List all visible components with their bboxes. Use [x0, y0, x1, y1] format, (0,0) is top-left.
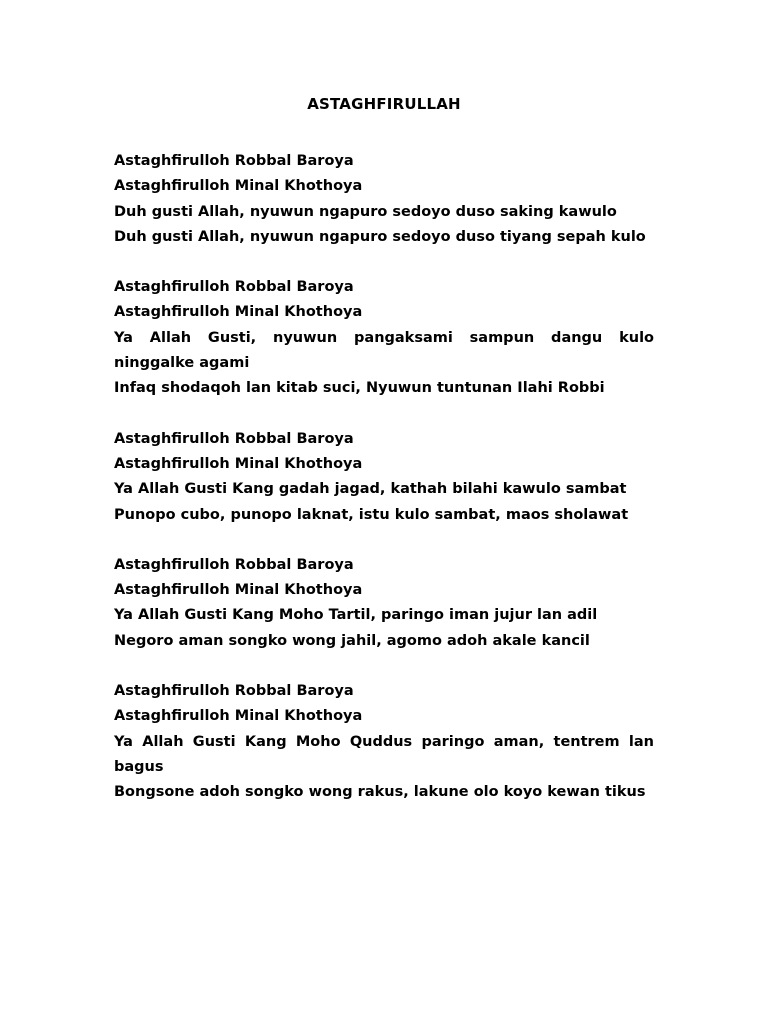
- lyric-line: Duh gusti Allah, nyuwun ngapuro sedoyo duso tiyang sepah kulo: [114, 228, 646, 245]
- lyric-line: Astaghfirulloh Minal Khothoya: [114, 455, 363, 472]
- lyric-line: Punopo cubo, punopo laknat, istu kulo sambat, maos sholawat: [114, 506, 629, 523]
- lyric-line: Ya Allah Gusti Kang gadah jagad, kathah bilahi kawulo sambat: [114, 481, 627, 498]
- document-title: ASTAGHFIRULLAH: [307, 95, 461, 113]
- lyric-line: Astaghfirulloh Robbal Baroya: [114, 683, 354, 700]
- lyric-line: Ya Allah Gusti, nyuwun pangaksami sampun dangu kulo ninggalke agami: [114, 329, 654, 372]
- lyric-line: Infaq shodaqoh lan kitab suci, Nyuwun tuntunan Ilahi Robbi: [114, 380, 605, 397]
- lyric-line: Duh gusti Allah, nyuwun ngapuro sedoyo duso saking kawulo: [114, 203, 617, 220]
- lyric-line: Astaghfirulloh Robbal Baroya: [114, 430, 354, 447]
- lyric-line: Astaghfirulloh Minal Khothoya: [114, 178, 363, 195]
- stanza-5: [114, 679, 654, 805]
- lyric-line: Astaghfirulloh Minal Khothoya: [114, 582, 363, 599]
- stanza-1: [114, 149, 654, 250]
- document-page: [114, 92, 654, 831]
- lyric-line: Astaghfirulloh Minal Khothoya: [114, 708, 363, 725]
- stanza-4: [114, 553, 654, 654]
- lyric-line: Ya Allah Gusti Kang Moho Tartil, paringo iman jujur lan adil: [114, 607, 598, 624]
- lyric-line: Astaghfirulloh Minal Khothoya: [114, 304, 363, 321]
- stanza-3: [114, 427, 654, 528]
- lyric-line: Astaghfirulloh Robbal Baroya: [114, 279, 354, 296]
- lyric-line: Negoro aman songko wong jahil, agomo adoh akale kancil: [114, 632, 590, 649]
- lyric-line: Astaghfirulloh Robbal Baroya: [114, 556, 354, 573]
- stanza-2: [114, 275, 654, 401]
- lyric-line: Astaghfirulloh Robbal Baroya: [114, 153, 354, 169]
- lyric-line: Bongsone adoh songko wong rakus, lakune olo koyo kewan tikus: [114, 784, 646, 801]
- lyric-line: Ya Allah Gusti Kang Moho Quddus paringo aman, tentrem lan bagus: [114, 733, 654, 775]
